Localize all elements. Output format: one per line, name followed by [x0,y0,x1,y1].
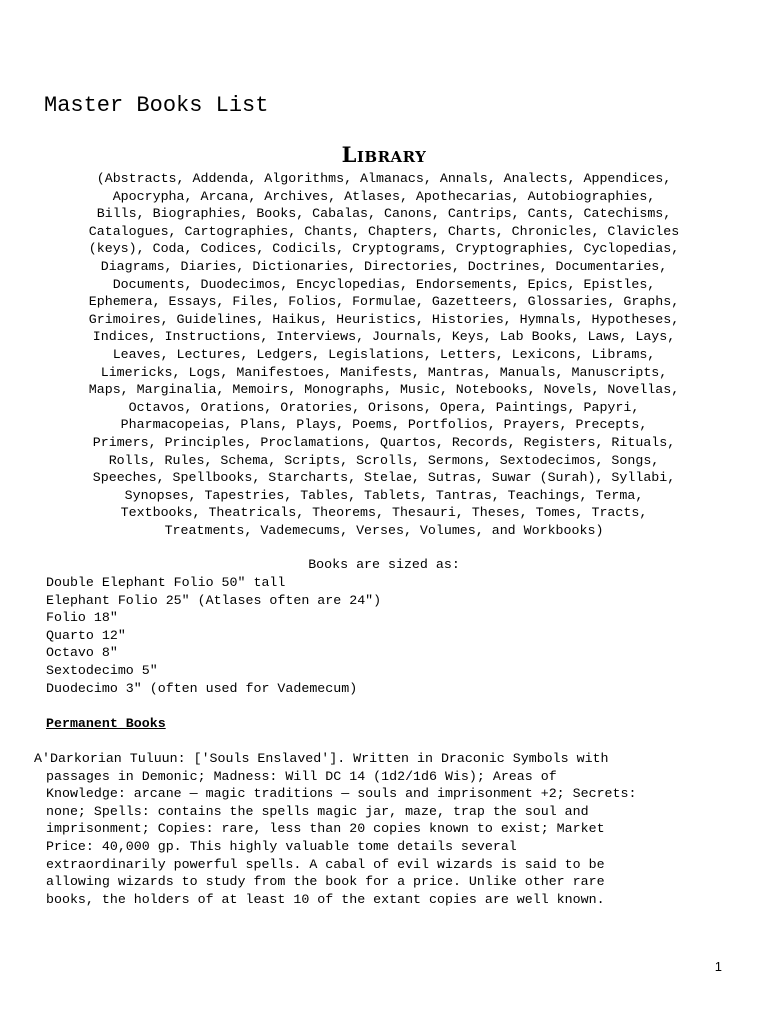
book-size-item: Folio 18" [46,610,118,626]
library-list-line: Limericks, Logs, Manifestoes, Manifests, Mantras, Manuals, Manuscripts, [100,364,668,380]
library-list-line: Diagrams, Diaries, Dictionaries, Directories, Doctrines, Documentaries, [100,258,668,274]
library-list-line: Octavos, Orations, Oratories, Orisons, Opera, Paintings, Papyri, [128,399,640,415]
book-size-item: Elephant Folio 25" (Atlases often are 24") [46,592,382,608]
library-list-line: Textbooks, Theatricals, Theorems, Thesauri, Theses, Tomes, Tracts, [120,505,648,521]
book-size-item: Octavo 8" [46,645,118,661]
book-entry-line: none; Spells: contains the spells magic jar, maze, trap the soul and [46,803,589,819]
book-entry-line: extraordinarily powerful spells. A cabal of evil wizards is said to be [46,856,605,872]
book-size-item: Duodecimo 3" (often used for Vademecum) [46,680,358,696]
book-entry-line: passages in Demonic; Madness: Will DC 14 (1d2/1d6 Wis); Areas of [46,768,557,784]
library-genre-list [20,170,748,539]
library-list-line: Catalogues, Cartographies, Chants, Chapters, Charts, Chronicles, Clavicles [88,223,680,239]
book-size-item: Sextodecimo 5" [46,662,158,678]
library-list-line: Primers, Principles, Proclamations, Quartos, Records, Registers, Rituals, [92,434,676,450]
book-entry-line: imprisonment; Copies: rare, less than 20 copies known to exist; Market [46,821,605,837]
document-title: Master Books List [44,93,269,118]
library-list-line: Leaves, Lectures, Ledgers, Legislations, Letters, Lexicons, Librams, [112,346,656,362]
book-sizes-heading: Books are sized as: [308,557,460,572]
book-entry-line: Knowledge: arcane — magic traditions — souls and imprisonment +2; Secrets: [46,786,637,802]
library-list-line: (Abstracts, Addenda, Algorithms, Almanacs, Annals, Analects, Appendices, [96,171,672,186]
book-size-item: Quarto 12" [46,627,126,643]
permanent-books-heading: Permanent Books [46,716,166,731]
library-list-line: Synopses, Tapestries, Tables, Tablets, Tantras, Teachings, Terma, [124,487,644,503]
library-list-line: Indices, Instructions, Interviews, Journals, Keys, Lab Books, Laws, Lays, [92,329,676,345]
library-list-line: Apocrypha, Arcana, Archives, Atlases, Apothecarias, Autobiographies, [112,188,656,204]
book-size-item: Double Elephant Folio 50" tall [46,575,286,590]
library-list-line: Grimoires, Guidelines, Haikus, Heuristics, Histories, Hymnals, Hypotheses, [88,311,680,327]
library-list-line: Speeches, Spellbooks, Starcharts, Stelae, Sutras, Suwar (Surah), Syllabi, [92,470,676,486]
library-list-line: Bills, Biographies, Books, Cabalas, Canons, Cantrips, Cants, Catechisms, [96,206,672,222]
book-entry-adarkorian-tuluun [34,750,636,908]
library-heading: Library [341,142,427,167]
library-list-line: Documents, Duodecimos, Encyclopedias, Endorsements, Epics, Epistles, [112,276,656,292]
library-list-line: Rolls, Rules, Schema, Scripts, Scrolls, Sermons, Sextodecimos, Songs, [108,452,660,468]
library-list-line: Pharmacopeias, Plans, Plays, Poems, Portfolios, Prayers, Precepts, [120,417,648,433]
book-entry-line: A'Darkorian Tuluun: ['Souls Enslaved']. Written in Draconic Symbols with [34,751,609,766]
library-list-line: Maps, Marginalia, Memoirs, Monographs, Music, Notebooks, Novels, Novellas, [88,382,680,398]
book-entry-line: Price: 40,000 gp. This highly valuable tome details several [46,838,517,854]
book-entry-line: allowing wizards to study from the book for a price. Unlike other rare [46,874,605,890]
library-list-line: Treatments, Vademecums, Verses, Volumes, and Workbooks) [164,522,604,538]
library-list-line: Ephemera, Essays, Files, Folios, Formulae, Gazetteers, Glossaries, Graphs, [88,294,680,310]
library-list-line: (keys), Coda, Codices, Codicils, Cryptograms, Cryptographies, Cyclopedias, [88,241,680,257]
page-number: 1 [714,959,722,974]
book-entry-line: books, the holders of at least 10 of the extant copies are well known. [46,891,605,907]
book-sizes-list [46,574,381,697]
